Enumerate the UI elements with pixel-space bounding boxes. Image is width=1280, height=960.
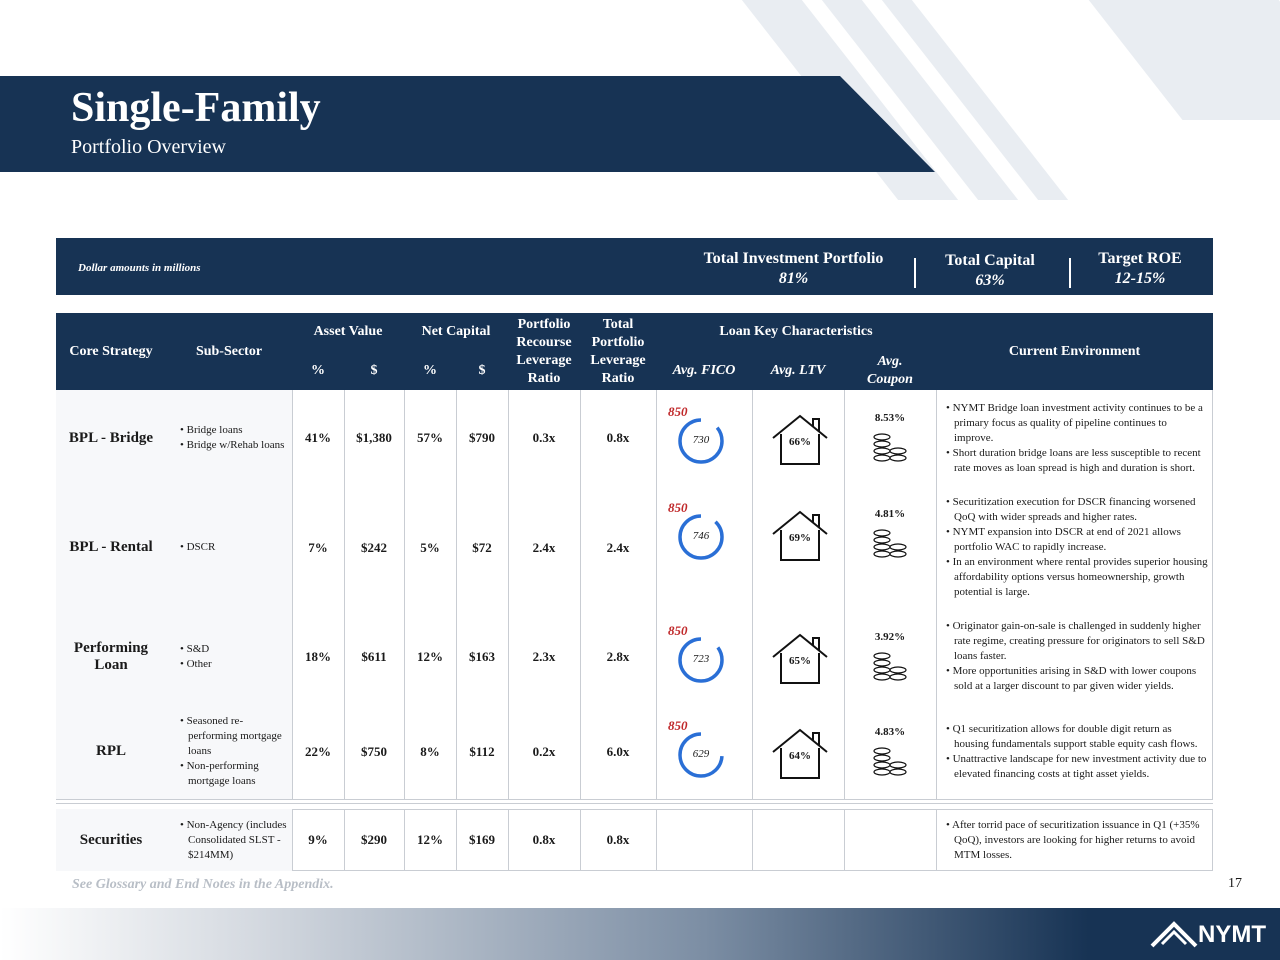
net-capital-usd: $72 — [472, 539, 492, 555]
summary-label: Total Capital — [945, 252, 1035, 269]
column-divider — [344, 390, 345, 800]
recourse-leverage: 2.3x — [532, 648, 556, 664]
net-capital-usd: $790 — [469, 430, 495, 445]
sub-sector-cell — [166, 704, 292, 799]
summary-value: 12-15% — [1114, 270, 1166, 287]
environment-bullet: • Q1 securitization allows for double digit return as housing fundamentals support stable equity cash flows. — [946, 722, 1198, 750]
header-ltv: Avg. LTV — [752, 351, 844, 390]
total-leverage: 0.8x — [606, 430, 630, 445]
summary-divider — [914, 258, 916, 288]
sub-sector-item: • Non-performing mortgage loans — [180, 760, 259, 787]
header-sub-sector: Sub-Sector — [166, 313, 292, 390]
column-divider — [752, 809, 753, 871]
net-capital-usd: $112 — [469, 743, 495, 759]
total-capital — [928, 252, 1052, 290]
recourse-leverage: 2.4x — [532, 539, 556, 555]
fico-value: 723 — [692, 653, 710, 665]
dollar-note: Dollar amounts in millions — [78, 262, 201, 274]
header-current-environment: Current Environment — [936, 313, 1213, 390]
footer-note: See Glossary and End Notes in the Appendix. — [72, 877, 334, 892]
environment-cell — [936, 609, 1213, 704]
header-coupon: Avg. Coupon — [844, 351, 936, 390]
column-divider — [404, 809, 405, 871]
page-subtitle: Portfolio Overview — [71, 136, 226, 158]
column-divider — [844, 390, 845, 800]
fico-value: 746 — [692, 530, 710, 542]
fico-max-label: 850 — [668, 404, 688, 419]
coin-stack-icon — [870, 746, 910, 778]
environment-bullet: • After torrid pace of securitization issuance in Q1 (+35% QoQ), investors are looking for higher returns to avoid MTM losses. — [946, 818, 1200, 861]
coupon-value: 3.92% — [874, 631, 906, 643]
footer-band — [0, 908, 1280, 960]
column-divider — [456, 809, 457, 871]
sub-sector-cell — [166, 809, 292, 871]
core-strategy-cell: Securities — [56, 809, 166, 871]
header-net-capital: Net Capital — [404, 313, 508, 351]
core-strategy-cell: BPL - Rental — [56, 486, 166, 609]
asset-value-usd: $611 — [361, 648, 387, 664]
ltv-value: 69% — [789, 532, 811, 544]
asset-value-pct: 7% — [308, 539, 328, 555]
page-title: Single-Family — [71, 85, 321, 131]
net-capital-pct: 12% — [417, 648, 443, 664]
core-strategy-cell: BPL - Bridge — [56, 390, 166, 486]
net-capital-pct: 12% — [417, 832, 443, 847]
ltv-value: 64% — [789, 750, 811, 762]
coupon-value: 4.81% — [874, 508, 906, 520]
header-recourse-leverage: Portfolio Recourse Leverage Ratio — [508, 313, 580, 390]
header-core-strategy: Core Strategy — [56, 313, 166, 390]
total-leverage: 2.4x — [606, 539, 630, 555]
asset-value-pct: 41% — [305, 430, 331, 445]
summary-value: 81% — [778, 270, 809, 287]
sub-sector-item: • DSCR — [180, 541, 216, 553]
recourse-leverage: 0.8x — [532, 832, 556, 847]
header-total-leverage: Total Portfolio Leverage Ratio — [580, 313, 656, 390]
page-number: 17 — [1228, 876, 1242, 891]
ltv-value: 66% — [789, 436, 811, 448]
total-investment-portfolio — [686, 250, 901, 288]
column-divider — [1212, 809, 1213, 871]
coupon-value: 8.53% — [874, 412, 906, 424]
asset-value-usd: $1,380 — [356, 430, 392, 445]
sub-sector-item: • S&D — [180, 642, 210, 655]
column-divider — [936, 390, 937, 800]
core-strategy-cell: RPL — [56, 704, 166, 799]
summary-label: Target ROE — [1098, 250, 1182, 267]
header-nc-pct: % — [404, 351, 456, 390]
asset-value-pct: 22% — [305, 743, 331, 759]
row-divider — [56, 803, 1213, 804]
logo-text: NYMT — [1198, 921, 1266, 948]
column-divider — [292, 809, 293, 871]
column-divider — [580, 390, 581, 800]
sub-sector-item: • Non-Agency (includes Consolidated SLST - $214MM) — [180, 818, 287, 861]
fico-max-label: 850 — [668, 623, 688, 638]
header-fico: Avg. FICO — [656, 351, 752, 390]
summary-divider — [1069, 258, 1071, 288]
column-divider — [344, 809, 345, 871]
summary-bar — [56, 238, 1213, 295]
sub-sector-item: • Seasoned re-performing mortgage loans — [180, 715, 282, 757]
core-strategy-cell: Performing Loan — [56, 609, 166, 704]
ltv-value: 65% — [789, 655, 811, 667]
environment-bullet: • NYMT Bridge loan investment activity continues to be a primary focus as quality of pipeline continues to improve. — [946, 401, 1203, 444]
coupon-value: 4.83% — [874, 726, 906, 738]
column-divider — [508, 390, 509, 800]
coin-stack-icon — [870, 651, 910, 683]
environment-bullet: • Unattractive landscape for new investment activity due to elevated financing costs at tight asset yields. — [946, 752, 1207, 780]
header-av-pct: % — [292, 351, 344, 390]
environment-bullet: • Originator gain-on-sale is challenged in suddenly higher rate regime, creating pressure for originators to sell S&D loans faster. — [946, 620, 1205, 662]
fico-max-label: 850 — [668, 718, 688, 733]
header-asset-value: Asset Value — [292, 313, 404, 351]
environment-bullet: • More opportunities arising in S&D with lower coupons sold at a larger discount to par given wider yields. — [946, 665, 1197, 692]
environment-bullet: • In an environment where rental provides superior housing affordability options versus homeownership, growth potential is large. — [946, 556, 1208, 598]
net-capital-usd: $169 — [469, 832, 495, 847]
environment-cell — [936, 809, 1213, 871]
fico-value: 629 — [692, 748, 710, 760]
coin-stack-icon — [870, 528, 910, 560]
environment-bullet: • NYMT expansion into DSCR at end of 2021 allows portfolio WAC to rapidly increase. — [946, 526, 1181, 553]
target-roe — [1082, 250, 1198, 288]
environment-cell — [936, 390, 1213, 486]
column-divider — [508, 809, 509, 871]
asset-value-usd: $290 — [361, 832, 387, 847]
recourse-leverage: 0.3x — [532, 430, 556, 445]
fico-value: 730 — [692, 434, 710, 446]
asset-value-usd: $750 — [361, 743, 387, 759]
summary-label: Total Investment Portfolio — [703, 250, 884, 267]
header-av-usd: $ — [344, 351, 404, 390]
row-divider — [56, 799, 1213, 800]
recourse-leverage: 0.2x — [532, 743, 556, 759]
environment-cell — [936, 486, 1213, 609]
sub-sector-item: • Other — [180, 657, 212, 670]
column-divider — [656, 809, 657, 871]
column-divider — [580, 809, 581, 871]
environment-bullet: • Short duration bridge loans are less susceptible to recent rate moves as loan spread is high and duration is short. — [946, 446, 1201, 474]
sub-sector-item: • Bridge loans — [180, 424, 243, 436]
environment-cell — [936, 704, 1213, 799]
summary-value: 63% — [975, 272, 1005, 289]
column-divider — [844, 809, 845, 871]
net-capital-usd: $163 — [469, 648, 495, 664]
column-divider — [1212, 390, 1213, 800]
column-divider — [292, 390, 293, 800]
column-divider — [404, 390, 405, 800]
environment-bullet: • Securitization execution for DSCR financing worsened QoQ with wider spreads and higher rates. — [946, 496, 1196, 523]
total-leverage: 2.8x — [606, 648, 630, 664]
total-leverage: 6.0x — [606, 743, 630, 759]
sub-sector-cell — [166, 609, 292, 704]
sub-sector-cell — [166, 390, 292, 486]
sub-sector-cell — [166, 486, 292, 609]
net-capital-pct: 5% — [420, 539, 440, 555]
column-divider — [656, 390, 657, 800]
house-roof-icon — [1150, 918, 1200, 952]
asset-value-pct: 18% — [305, 648, 331, 664]
column-divider — [456, 390, 457, 800]
net-capital-pct: 57% — [417, 430, 443, 445]
column-divider — [936, 809, 937, 871]
sub-sector-item: • Bridge w/Rehab loans — [180, 439, 285, 451]
nymt-logo — [1150, 918, 1268, 952]
fico-max-label: 850 — [668, 500, 688, 515]
total-leverage: 0.8x — [606, 832, 630, 847]
asset-value-usd: $242 — [361, 539, 387, 555]
column-divider — [752, 390, 753, 800]
coin-stack-icon — [870, 432, 910, 464]
net-capital-pct: 8% — [420, 743, 440, 759]
asset-value-pct: 9% — [308, 832, 328, 847]
header-nc-usd: $ — [456, 351, 508, 390]
header-loan-key: Loan Key Characteristics — [656, 313, 936, 351]
